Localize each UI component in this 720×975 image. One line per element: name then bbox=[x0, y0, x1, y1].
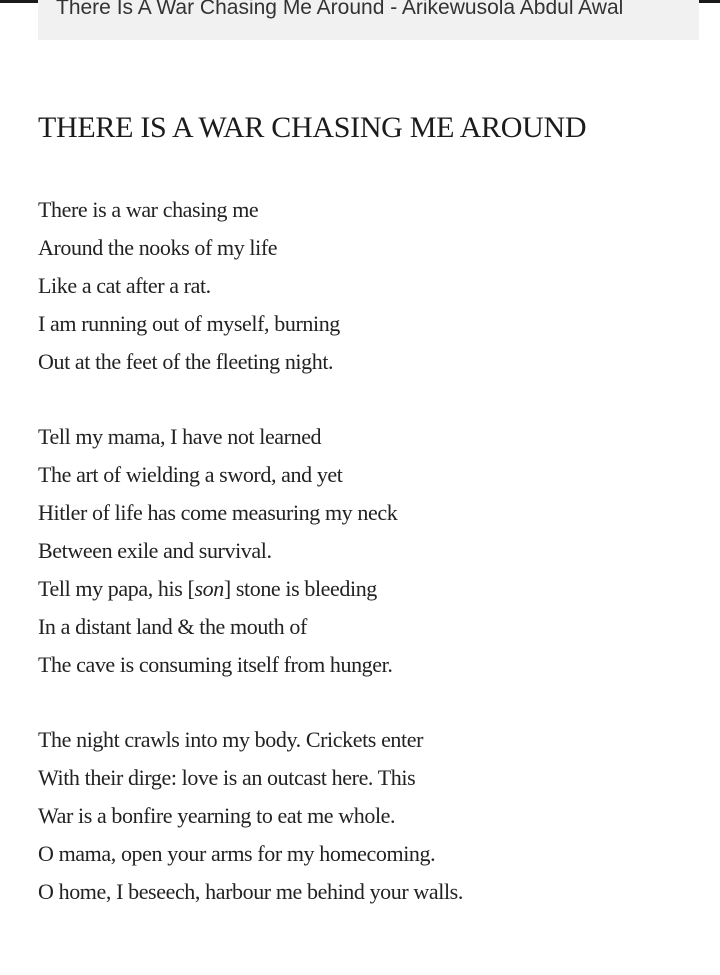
poem-line: Out at the feet of the fleeting night. bbox=[38, 349, 334, 374]
poem-line: O home, I beseech, harbour me behind your walls. bbox=[38, 879, 463, 904]
poem-line-end: ] stone is bleeding bbox=[223, 576, 377, 601]
poem-line: O mama, open your arms for my homecoming. bbox=[38, 841, 436, 866]
poem-title: THERE IS A WAR CHASING ME AROUND bbox=[38, 111, 587, 144]
poem-line: With their dirge: love is an outcast here. This bbox=[38, 765, 416, 790]
poem-stanza-2 bbox=[38, 418, 397, 684]
poem-line: War is a bonfire yearning to eat me whole. bbox=[38, 803, 396, 828]
page-header-tab[interactable] bbox=[38, 0, 699, 40]
poem-line: The cave is consuming itself from hunger. bbox=[38, 652, 393, 677]
page-header-title: There Is A War Chasing Me Around - Arikewusola Abdul Awal bbox=[56, 0, 624, 19]
poem-line: Between exile and survival. bbox=[38, 538, 272, 563]
poem-line: There is a war chasing me bbox=[38, 197, 259, 222]
poem-line: I am running out of myself, burning bbox=[38, 311, 340, 336]
poem-line: Tell my mama, I have not learned bbox=[38, 424, 322, 449]
poem-line: Hitler of life has come measuring my neck bbox=[38, 500, 398, 525]
poem-stanza-3 bbox=[38, 721, 463, 911]
poem-line: The art of wielding a sword, and yet bbox=[38, 462, 343, 487]
poem-line: Like a cat after a rat. bbox=[38, 273, 211, 298]
poem-line-italic-word: son bbox=[194, 576, 224, 601]
poem-line-start: Tell my papa, his [ bbox=[38, 576, 195, 601]
poem-line bbox=[38, 570, 397, 608]
poem-line: Around the nooks of my life bbox=[38, 235, 278, 260]
poem-line: In a distant land & the mouth of bbox=[38, 614, 307, 639]
poem-stanza-1 bbox=[38, 191, 340, 381]
poem-line: The night crawls into my body. Crickets enter bbox=[38, 727, 424, 752]
